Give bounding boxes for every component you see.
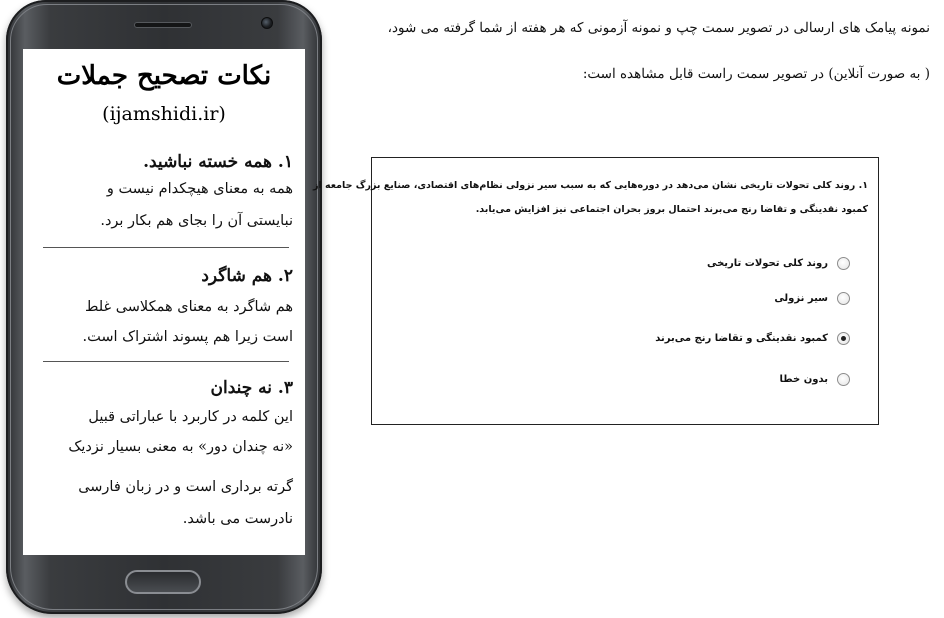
tip-divider xyxy=(43,247,289,248)
sms-site: (ijamshidi.ir) xyxy=(102,103,226,125)
tip-heading: ۲. هم شاگرد xyxy=(201,266,293,286)
tip-line: همه به معنای هیچکدام نیست و xyxy=(106,181,293,197)
speaker-grille-icon xyxy=(134,22,192,28)
tip-1 xyxy=(37,149,293,235)
tip-line: هم شاگرد به معنای همکلاسی غلط xyxy=(84,299,293,315)
tip-heading: ۳. نه چندان xyxy=(210,378,293,398)
intro-line-2: ( به صورت آنلاین) در تصویر سمت راست قابل مشاهده است: xyxy=(582,66,930,82)
tip-line: نادرست می باشد. xyxy=(182,511,293,527)
tip-line: نبایستی آن را بجای هم بکار برد. xyxy=(100,213,293,229)
tip-line: است زیرا هم پسوند اشتراک است. xyxy=(82,329,293,345)
radio-button[interactable] xyxy=(837,257,850,270)
quiz-panel xyxy=(313,157,879,425)
tip-line: گرته برداری است و در زبان فارسی xyxy=(78,479,293,495)
home-button[interactable] xyxy=(125,570,201,594)
intro-line-1: نمونه پیامک های ارسالی در تصویر سمت چپ و نمونه آزمونی که هر هفته از شما گرفته می شود، xyxy=(387,20,930,36)
answer-option-label: روند کلی تحولات تاریخی xyxy=(706,257,828,269)
answer-option-label: کمبود نقدینگی و تقاضا رنج می‌برند xyxy=(655,332,828,344)
front-camera-icon xyxy=(261,17,273,29)
answer-option-4[interactable] xyxy=(550,370,850,388)
radio-button[interactable] xyxy=(837,292,850,305)
answer-option-label: بدون خطا xyxy=(779,373,828,385)
tip-heading: ۱. همه خسته نباشید. xyxy=(143,152,293,172)
answer-option-1[interactable] xyxy=(550,254,850,272)
sms-title: نکات تصحیح جملات xyxy=(56,61,272,91)
answer-option-2[interactable] xyxy=(550,289,850,307)
answer-option-3[interactable] xyxy=(550,329,850,347)
question-text-line-2: کمبود نقدینگی و تقاضا رنج می‌برند احتمال بروز بحران اجتماعی نیز افزایش می‌یابد. xyxy=(475,204,868,215)
answer-option-label: سیر نزولی xyxy=(774,292,828,304)
tip-3 xyxy=(37,375,293,533)
radio-button[interactable] xyxy=(837,373,850,386)
tip-line: این کلمه در کاربرد با عباراتی قبیل xyxy=(88,409,293,425)
phone-screen xyxy=(23,49,305,555)
question-text-line-1: ۱. روند کلی تحولات تاریخی نشان می‌دهد در دوره‌هایی که به سبب سیر نزولی نظام‌های اقتصادی، صنایع بزرگ جامعه از xyxy=(313,180,868,191)
tip-line: «نه چندان دور» به معنی بسیار نزدیک xyxy=(68,439,293,455)
tip-2 xyxy=(37,263,293,351)
phone-mockup xyxy=(6,0,322,614)
tip-divider xyxy=(43,361,289,362)
radio-button[interactable] xyxy=(837,332,850,345)
